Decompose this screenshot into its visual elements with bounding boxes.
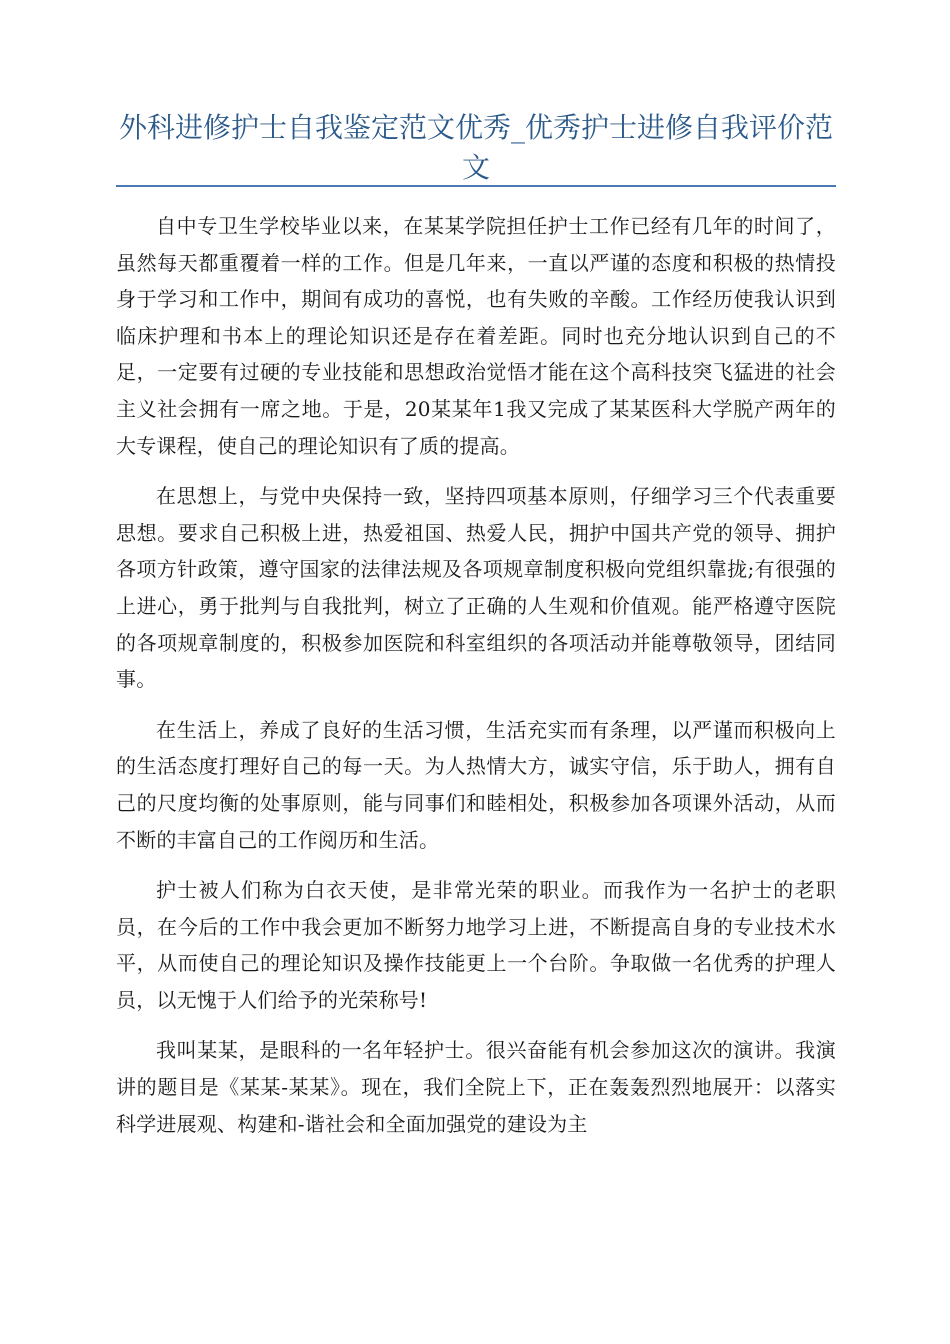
- document-body: [116, 208, 836, 1156]
- paragraph-1: 自中专卫生学校毕业以来，在某某学院担任护士工作已经有几年的时间了，虽然每天都重覆着一样的工作。但是几年来，一直以严谨的态度和积极的热情投身于学习和工作中，期间有成功的喜悦，也有失败的辛酸。工作经历使我认识到临床护理和书本上的理论知识还是存在着差距。同时也充分地认识到自己的不足，一定要有过硬的专业技能和思想政治觉悟才能在这个高科技突飞猛进的社会主义社会拥有一席之地。于是，20某某年1我又完成了某某医科大学脱产两年的大专课程，使自己的理论知识有了质的提高。: [116, 214, 836, 458]
- title-block: [116, 108, 836, 188]
- paragraph-5: 我叫某某，是眼科的一名年轻护士。很兴奋能有机会参加这次的演讲。我演讲的题目是《某某-某某》。现在，我们全院上下，正在轰轰烈烈地展开：以落实科学进展观、构建和-谐社会和全面加强党的建设为主: [116, 1038, 836, 1136]
- paragraph-3: 在生活上，养成了良好的生活习惯，生活充实而有条理，以严谨而积极向上的生活态度打理好自己的每一天。为人热情大方，诚实守信，乐于助人，拥有自己的尺度均衡的处事原则，能与同事们和睦相处，积极参加各项课外活动，从而不断的丰富自己的工作阅历和生活。: [116, 717, 836, 852]
- paragraph-2: 在思想上，与党中央保持一致，坚持四项基本原则，仔细学习三个代表重要思想。要求自己积极上进，热爱祖国、热爱人民，拥护中国共产党的领导、拥护各项方针政策，遵守国家的法律法规及各项规章制度积极向党组织靠拢;有很强的上进心，勇于批判与自我批判，树立了正确的人生观和价值观。能严格遵守医院的各项规章制度的，积极参加医院和科室组织的各项活动并能尊敬领导，团结同事。: [116, 484, 836, 692]
- title-underline: [116, 185, 836, 187]
- document-title: 外科进修护士自我鉴定范文优秀_优秀护士进修自我评价范文: [118, 111, 833, 184]
- paragraph-4: 护士被人们称为白衣天使，是非常光荣的职业。而我作为一名护士的老职员，在今后的工作中我会更加不断努力地学习上进，不断提高自身的专业技术水平，从而使自己的理论知识及操作技能更上一个台阶。争取做一名优秀的护理人员，以无愧于人们给予的光荣称号!: [116, 878, 836, 1012]
